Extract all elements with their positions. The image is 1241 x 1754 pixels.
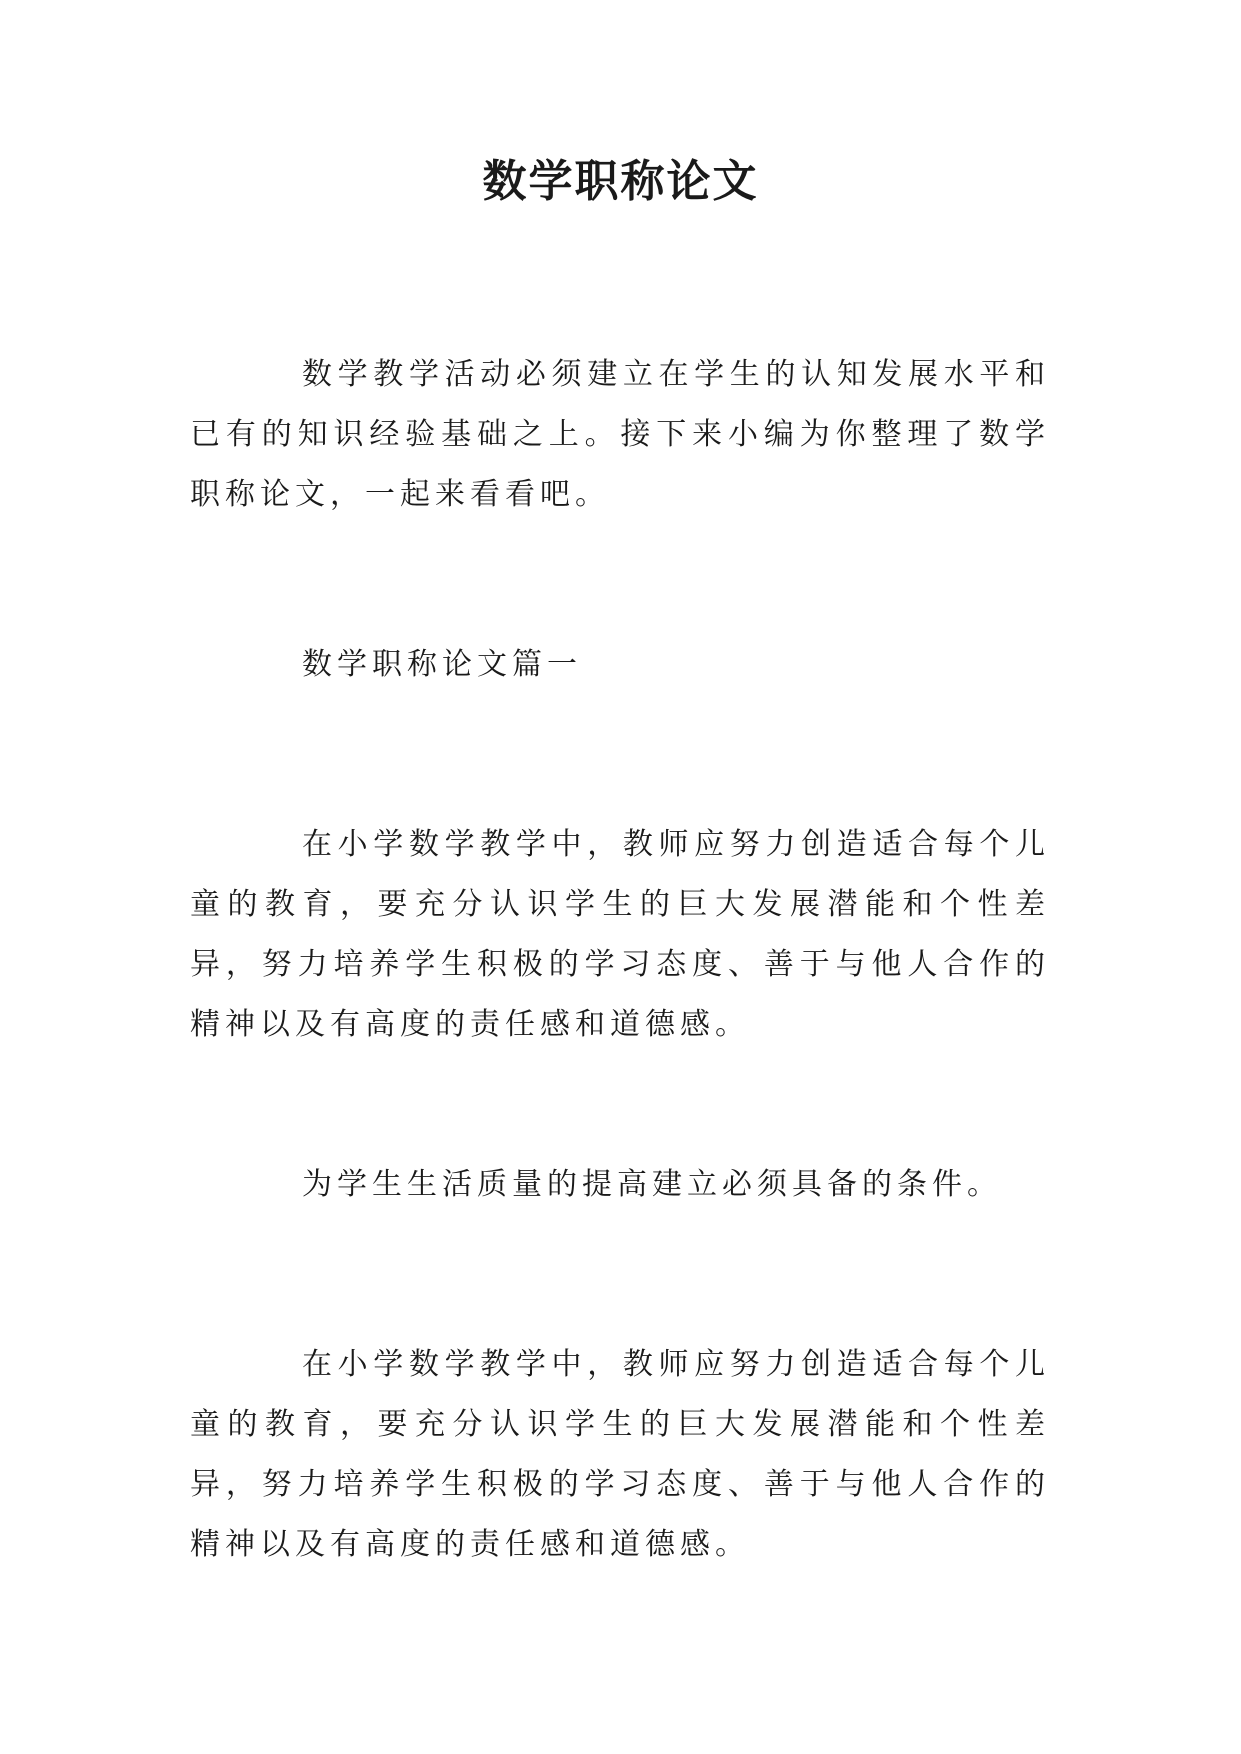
section-heading: 数学职称论文篇一 [302, 647, 582, 682]
body-paragraph: 在小学数学教学中，教师应努力创造适合每个儿童的教育，要充分认识学生的巨大发展潜能和个性差异，努力培养学生积极的学习态度、善于与他人合作的精神以及有高度的责任感和道德感。 [190, 1347, 1050, 1562]
body-paragraph: 为学生生活质量的提高建立必须具备的条件。 [302, 1167, 1002, 1202]
document-title: 数学职称论文 [482, 156, 759, 207]
intro-paragraph: 数学教学活动必须建立在学生的认知发展水平和已有的知识经验基础之上。接下来小编为你整理了数学职称论文，一起来看看吧。 [190, 357, 1050, 512]
body-paragraph: 在小学数学教学中，教师应努力创造适合每个儿童的教育，要充分认识学生的巨大发展潜能和个性差异，努力培养学生积极的学习态度、善于与他人合作的精神以及有高度的责任感和道德感。 [190, 827, 1050, 1042]
